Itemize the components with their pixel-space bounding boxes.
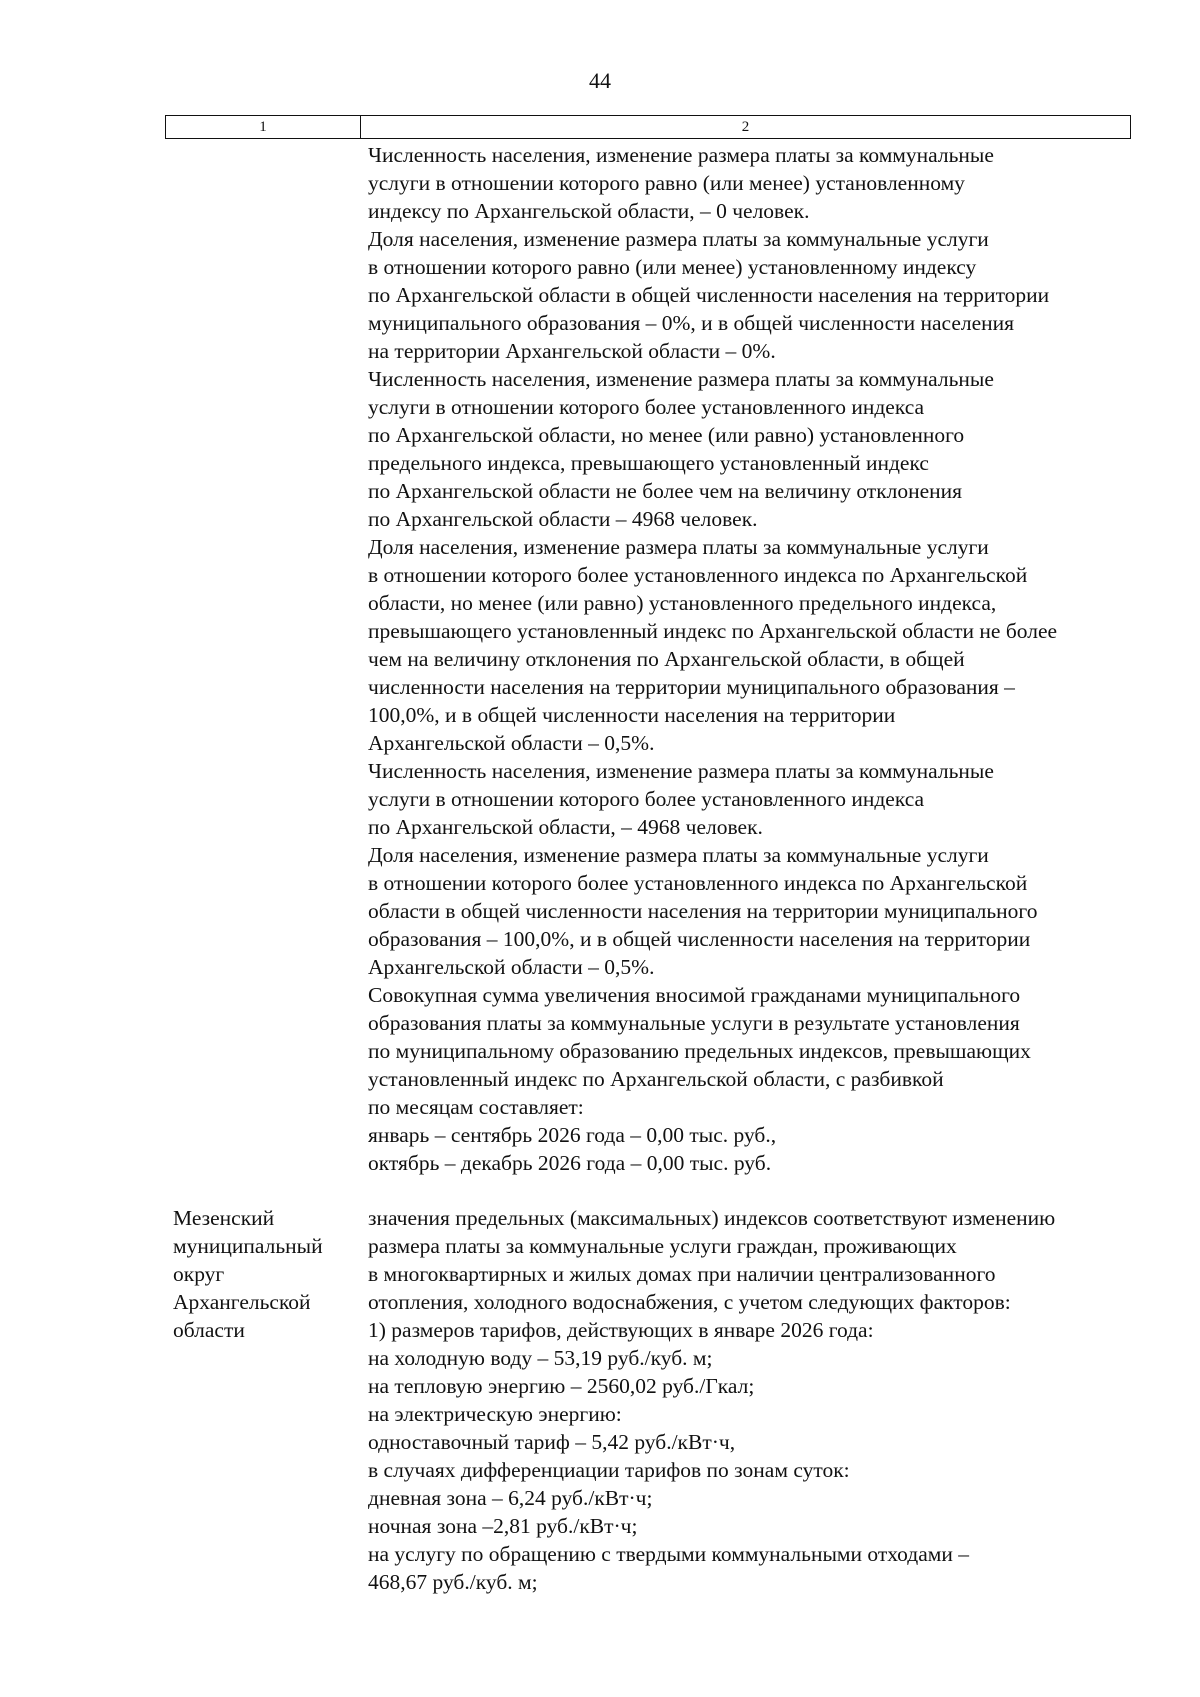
text-line: Численность населения, изменение размера платы за коммунальные [368, 759, 994, 783]
text-line: в многоквартирных и жилых домах при наличии централизованного [368, 1262, 996, 1286]
text-line: Доля населения, изменение размера платы за коммунальные услуги [368, 535, 989, 559]
text-line: ночная зона –2,81 руб./кВт·ч; [368, 1514, 638, 1538]
text-line: на холодную воду – 53,19 руб./куб. м; [368, 1346, 713, 1370]
text-line: в случаях дифференциации тарифов по зонам суток: [368, 1458, 850, 1482]
text-line: образования платы за коммунальные услуги в результате установления [368, 1011, 1020, 1035]
text-line: услуги в отношении которого равно (или менее) установленному [368, 171, 965, 195]
table-header-row [165, 115, 1131, 139]
text-line: в отношении которого равно (или менее) установленному индексу [368, 255, 977, 279]
text-line: Численность населения, изменение размера платы за коммунальные [368, 367, 994, 391]
text-line: области в общей численности населения на территории муниципального [368, 899, 1038, 923]
row-2-description [368, 1204, 1158, 1596]
text-line: 100,0%, и в общей численности населения на территории [368, 703, 896, 727]
municipality-name-line: муниципальный [173, 1234, 323, 1258]
text-line: в отношении которого более установленного индекса по Архангельской [368, 563, 1028, 587]
text-line: по муниципальному образованию предельных индексов, превышающих [368, 1039, 1031, 1063]
row-1-description [368, 141, 1158, 1177]
text-line: по месяцам составляет: [368, 1095, 584, 1119]
municipality-name-line: округ [173, 1262, 225, 1286]
text-line: установленный индекс по Архангельской области, с разбивкой [368, 1067, 944, 1091]
text-line: отопления, холодного водоснабжения, с учетом следующих факторов: [368, 1290, 1011, 1314]
text-line: на услугу по обращению с твердыми коммунальными отходами – [368, 1542, 970, 1566]
column-2-header: 2 [741, 119, 750, 135]
text-line: октябрь – декабрь 2026 года – 0,00 тыс. руб. [368, 1151, 772, 1175]
text-line: в отношении которого более установленного индекса по Архангельской [368, 871, 1028, 895]
text-line: образования – 100,0%, и в общей численности населения на территории [368, 927, 1031, 951]
text-line: чем на величину отклонения по Архангельской области, в общей [368, 647, 965, 671]
text-line: Численность населения, изменение размера платы за коммунальные [368, 143, 994, 167]
municipality-name-line: области [173, 1318, 245, 1342]
text-line: Совокупная сумма увеличения вносимой гражданами муниципального [368, 983, 1021, 1007]
text-line: численности населения на территории муниципального образования – [368, 675, 1015, 699]
municipality-name [173, 1204, 363, 1344]
municipality-name-line: Мезенский [173, 1206, 275, 1230]
page-number: 44 [589, 68, 611, 93]
text-line: дневная зона – 6,24 руб./кВт·ч; [368, 1486, 653, 1510]
text-line: по Архангельской области в общей численности населения на территории [368, 283, 1050, 307]
text-line: Доля населения, изменение размера платы за коммунальные услуги [368, 227, 989, 251]
text-line: на электрическую энергию: [368, 1402, 622, 1426]
text-line: Архангельской области – 0,5%. [368, 955, 655, 979]
municipality-name-line: Архангельской [173, 1290, 311, 1314]
text-line: Архангельской области – 0,5%. [368, 731, 655, 755]
text-line: на территории Архангельской области – 0%. [368, 339, 776, 363]
text-line: январь – сентябрь 2026 года – 0,00 тыс. руб., [368, 1123, 777, 1147]
text-line: по Архангельской области, но менее (или равно) установленного [368, 423, 965, 447]
text-line: по Архангельской области – 4968 человек. [368, 507, 758, 531]
text-line: значения предельных (максимальных) индексов соответствуют изменению [368, 1206, 1056, 1230]
text-line: услуги в отношении которого более установленного индекса [368, 395, 925, 419]
text-line: области, но менее (или равно) установленного предельного индекса, [368, 591, 997, 615]
text-line: 1) размеров тарифов, действующих в январе 2026 года: [368, 1318, 874, 1342]
text-line: муниципального образования – 0%, и в общей численности населения [368, 311, 1015, 335]
text-line: Доля населения, изменение размера платы за коммунальные услуги [368, 843, 989, 867]
text-line: одноставочный тариф – 5,42 руб./кВт·ч, [368, 1430, 736, 1454]
text-line: услуги в отношении которого более установленного индекса [368, 787, 925, 811]
text-line: на тепловую энергию – 2560,02 руб./Гкал; [368, 1374, 755, 1398]
column-1-header: 1 [166, 116, 361, 138]
text-line: 468,67 руб./куб. м; [368, 1570, 538, 1594]
text-line: индексу по Архангельской области, – 0 человек. [368, 199, 810, 223]
text-line: предельного индекса, превышающего установленный индекс [368, 451, 929, 475]
text-line: размера платы за коммунальные услуги граждан, проживающих [368, 1234, 957, 1258]
text-line: превышающего установленный индекс по Архангельской области не более [368, 619, 1058, 643]
text-line: по Архангельской области, – 4968 человек. [368, 815, 763, 839]
text-line: по Архангельской области не более чем на величину отклонения [368, 479, 963, 503]
